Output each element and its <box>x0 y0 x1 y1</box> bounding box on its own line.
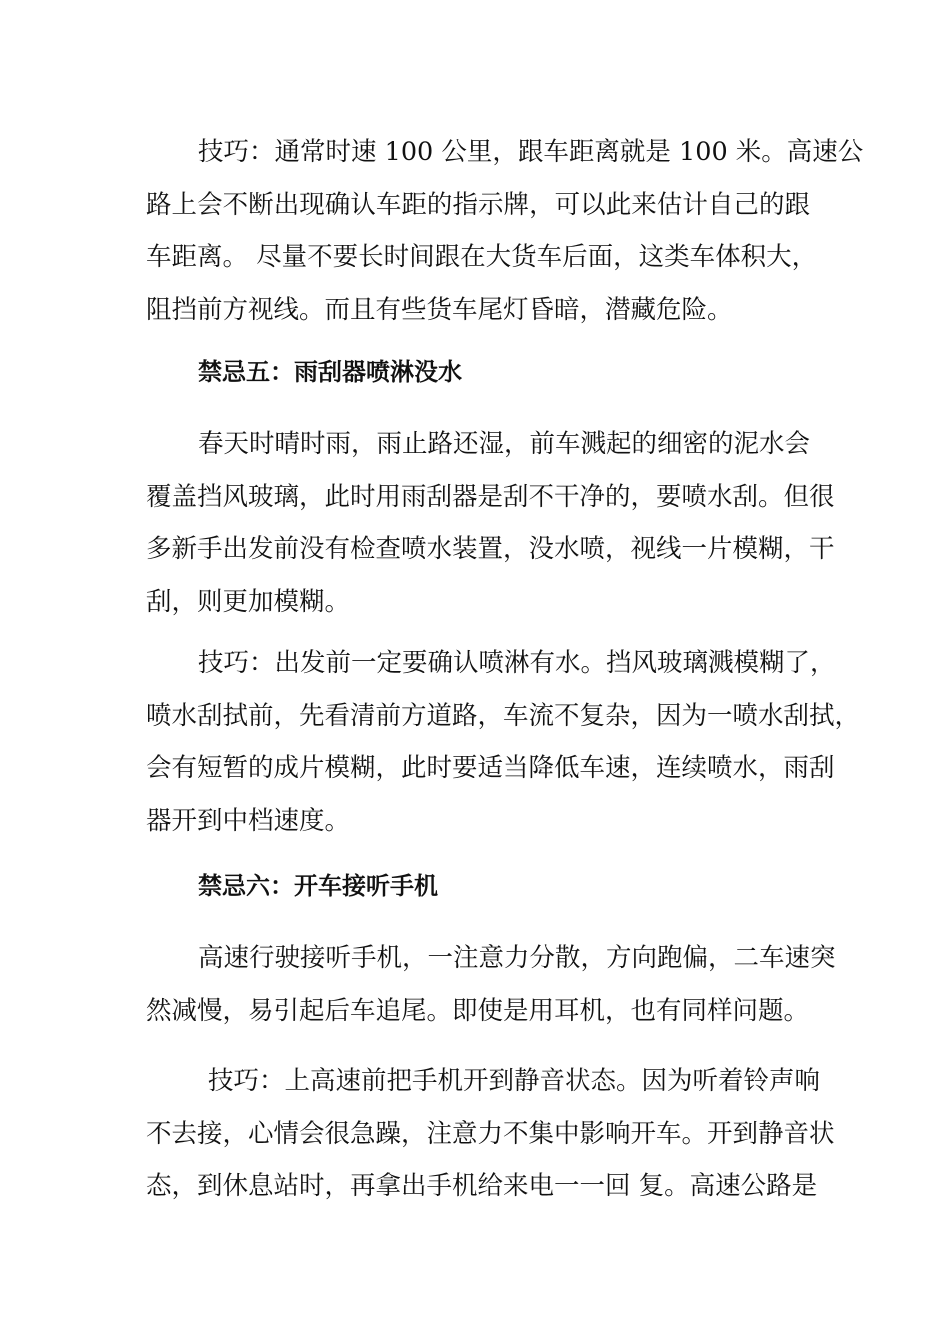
tip-paragraph-following-distance <box>146 126 864 336</box>
tip-paragraph-phone <box>146 1055 835 1213</box>
text-line: 阻挡前方视线。而且有些货车尾灯昏暗，潜藏危险。 <box>146 294 733 325</box>
text-line: 技巧：出发前一定要确认喷淋有水。挡风玻璃溅模糊了， <box>198 648 836 678</box>
text-line: 路上会不断出现确认车距的指示牌，可以此来估计自己的跟 <box>146 189 810 220</box>
text-line: 高速行驶接听手机，一注意力分散，方向跑偏，二车速突 <box>198 943 836 973</box>
text-line: 刮，则更加模糊。 <box>146 586 351 617</box>
section-heading-taboo-five: 禁忌五：雨刮器喷淋没水 <box>198 358 462 386</box>
tip-paragraph-wiper <box>146 637 861 847</box>
text-line: 覆盖挡风玻璃，此时用雨刮器是刮不干净的，要喷水刮。但很 <box>146 481 835 512</box>
text-line: 态，到休息站时，再拿出手机给来电一一回 复。高速公路是 <box>146 1171 818 1201</box>
body-paragraph-phone <box>146 932 836 1037</box>
text-line: 不去接，心情会很急躁，注意力不集中影响开车。开到静音状 <box>146 1118 835 1149</box>
body-paragraph-wiper <box>146 418 835 628</box>
text-line: 会有短暂的成片模糊，此时要适当降低车速，连续喷水，雨刮 <box>146 753 835 783</box>
text-line: 春天时晴时雨，雨止路还湿，前车溅起的细密的泥水会 <box>198 429 811 459</box>
text-line: 车距离。 尽量不要长时间跟在大货车后面，这类车体积大， <box>146 242 818 272</box>
text-line: 技巧：上高速前把手机开到静音状态。因为听着铃声响 <box>208 1066 821 1096</box>
text-line: 多新手出发前没有检查喷水装置，没水喷，视线一片模糊，干 <box>146 534 835 564</box>
text-line: 喷水刮拭前，先看清前方道路，车流不复杂，因为一喷水刮拭， <box>146 700 861 731</box>
text-line: 器开到中档速度。 <box>146 805 351 836</box>
text-line: 技巧：通常时速 100 公里，跟车距离就是 100 米。高速公 <box>198 137 864 167</box>
section-heading-taboo-six: 禁忌六：开车接听手机 <box>198 872 438 900</box>
text-line: 然减慢，易引起后车追尾。即使是用耳机，也有同样问题。 <box>146 995 810 1026</box>
